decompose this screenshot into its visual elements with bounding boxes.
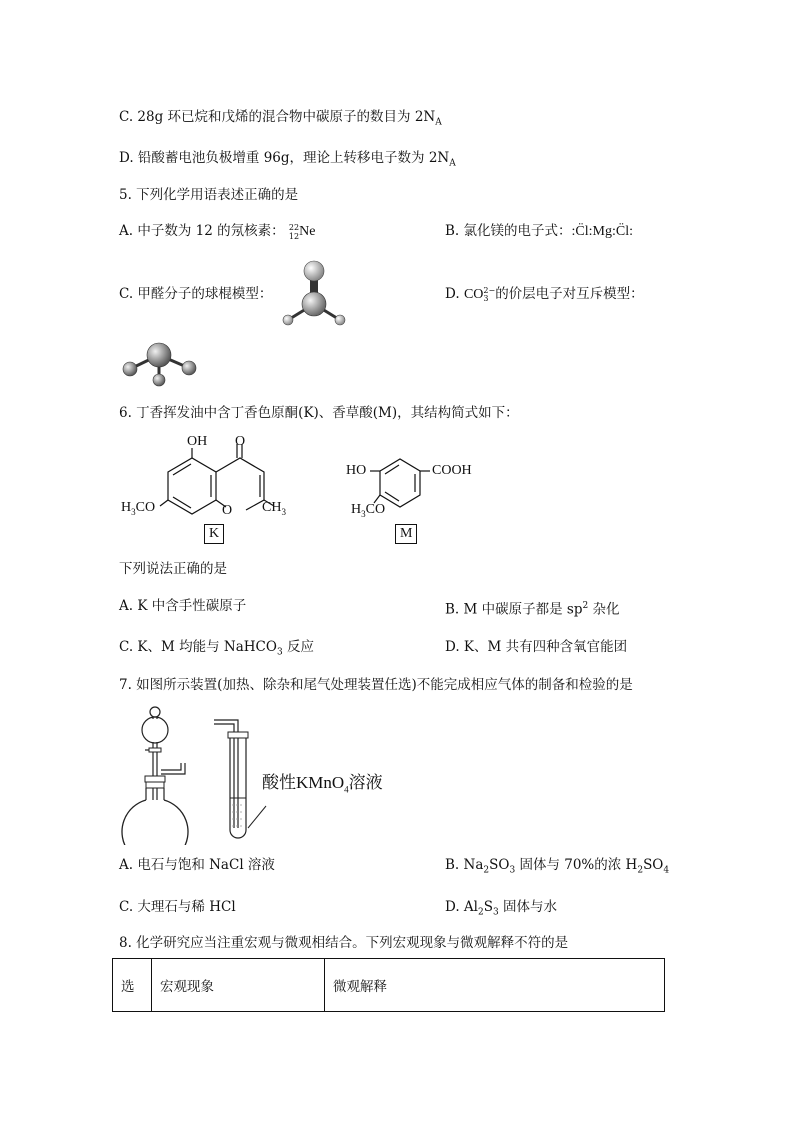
q8-stem: 8. 化学研究应当注重宏观与微观相结合。下列宏观现象与微观解释不符的是 — [119, 935, 569, 951]
reagent-label: 酸性KMnO$_4$溶液 — [262, 773, 383, 795]
q6-option-b: B. M 中碳原子都是 $sp^2$ 杂化 — [445, 601, 620, 618]
m-hydroxy-label: HO — [346, 463, 367, 478]
k-label-box: K — [204, 524, 224, 544]
k-methyl-label: $CH_3$ — [262, 500, 286, 517]
q7-option-a: A. 电石与饱和 NaCl 溶液 — [119, 857, 275, 873]
q5-option-c: C. 甲醛分子的球棍模型： — [119, 286, 273, 302]
q6-stem: 6. 丁香挥发油中含丁香色原酮(K)、香草酸(M)，其结构简式如下： — [119, 405, 519, 421]
atomic-number: 12 — [288, 231, 300, 241]
q7-option-b: B. $Na_2SO_3$ 固体与 70%的浓 $H_2SO_4$ — [445, 857, 670, 876]
m-carboxyl-label: COOH — [432, 463, 472, 478]
q5-option-d: D. CO2− 3 的价层电子对互斥模型： — [445, 285, 644, 303]
q6-after: 下列说法正确的是 — [119, 561, 227, 577]
k-ring-o-label: O — [222, 503, 233, 518]
mass-number: 22 — [288, 222, 300, 232]
q4-option-c: C. 28g 环已烷和戊烯的混合物中碳原子的数目为 $2N_A$ — [119, 109, 442, 128]
q5-stem: 5. 下列化学用语表述正确的是 — [119, 187, 299, 203]
m-label-box: M — [395, 524, 417, 544]
vsepr-model — [116, 340, 202, 390]
test-tube-apparatus — [210, 710, 270, 845]
table-header-cell: 选 — [113, 959, 152, 1012]
electron-formula: :C̈l:Mg:C̈l: — [571, 224, 633, 239]
flask-apparatus — [115, 700, 195, 845]
q7-option-c: C. 大理石与稀 HCl — [119, 899, 236, 915]
k-oh-label: OH — [187, 434, 208, 449]
q6-option-c: C. K、M 均能与 NaHCO$_3$ 反应 — [119, 639, 314, 658]
q5-option-a: A. 中子数为 12 的氖核素： 22 12Ne — [119, 222, 316, 241]
table-header-cell: 微观解释 — [325, 959, 665, 1012]
table-header-row — [113, 959, 665, 1012]
q5-option-b: B. 氯化镁的电子式：:C̈l:Mg:C̈l: — [445, 223, 633, 239]
q7-stem: 7. 如图所示装置(加热、除杂和尾气处理装置任选)不能完成相应气体的制备和检验的是 — [119, 677, 633, 693]
k-methoxy-label: $H_3CO$ — [121, 500, 156, 517]
k-ketone-o-label: O — [235, 434, 246, 449]
table-header-cell: 宏观现象 — [152, 959, 325, 1012]
q6-option-a: A. K 中含手性碳原子 — [119, 598, 247, 614]
q8-table — [112, 958, 665, 1012]
formaldehyde-ball-stick-model — [276, 258, 356, 330]
q7-option-d: D. $Al_2S_3$ 固体与水 — [445, 899, 558, 918]
q4-option-d: D. 铅酸蓄电池负极增重 96g，理论上转移电子数为 $2N_A$ — [119, 150, 456, 169]
element-symbol: Ne — [299, 224, 316, 239]
m-methoxy-label: $H_3CO$ — [351, 502, 386, 519]
q6-option-d: D. K、M 共有四种含氧官能团 — [445, 639, 628, 655]
